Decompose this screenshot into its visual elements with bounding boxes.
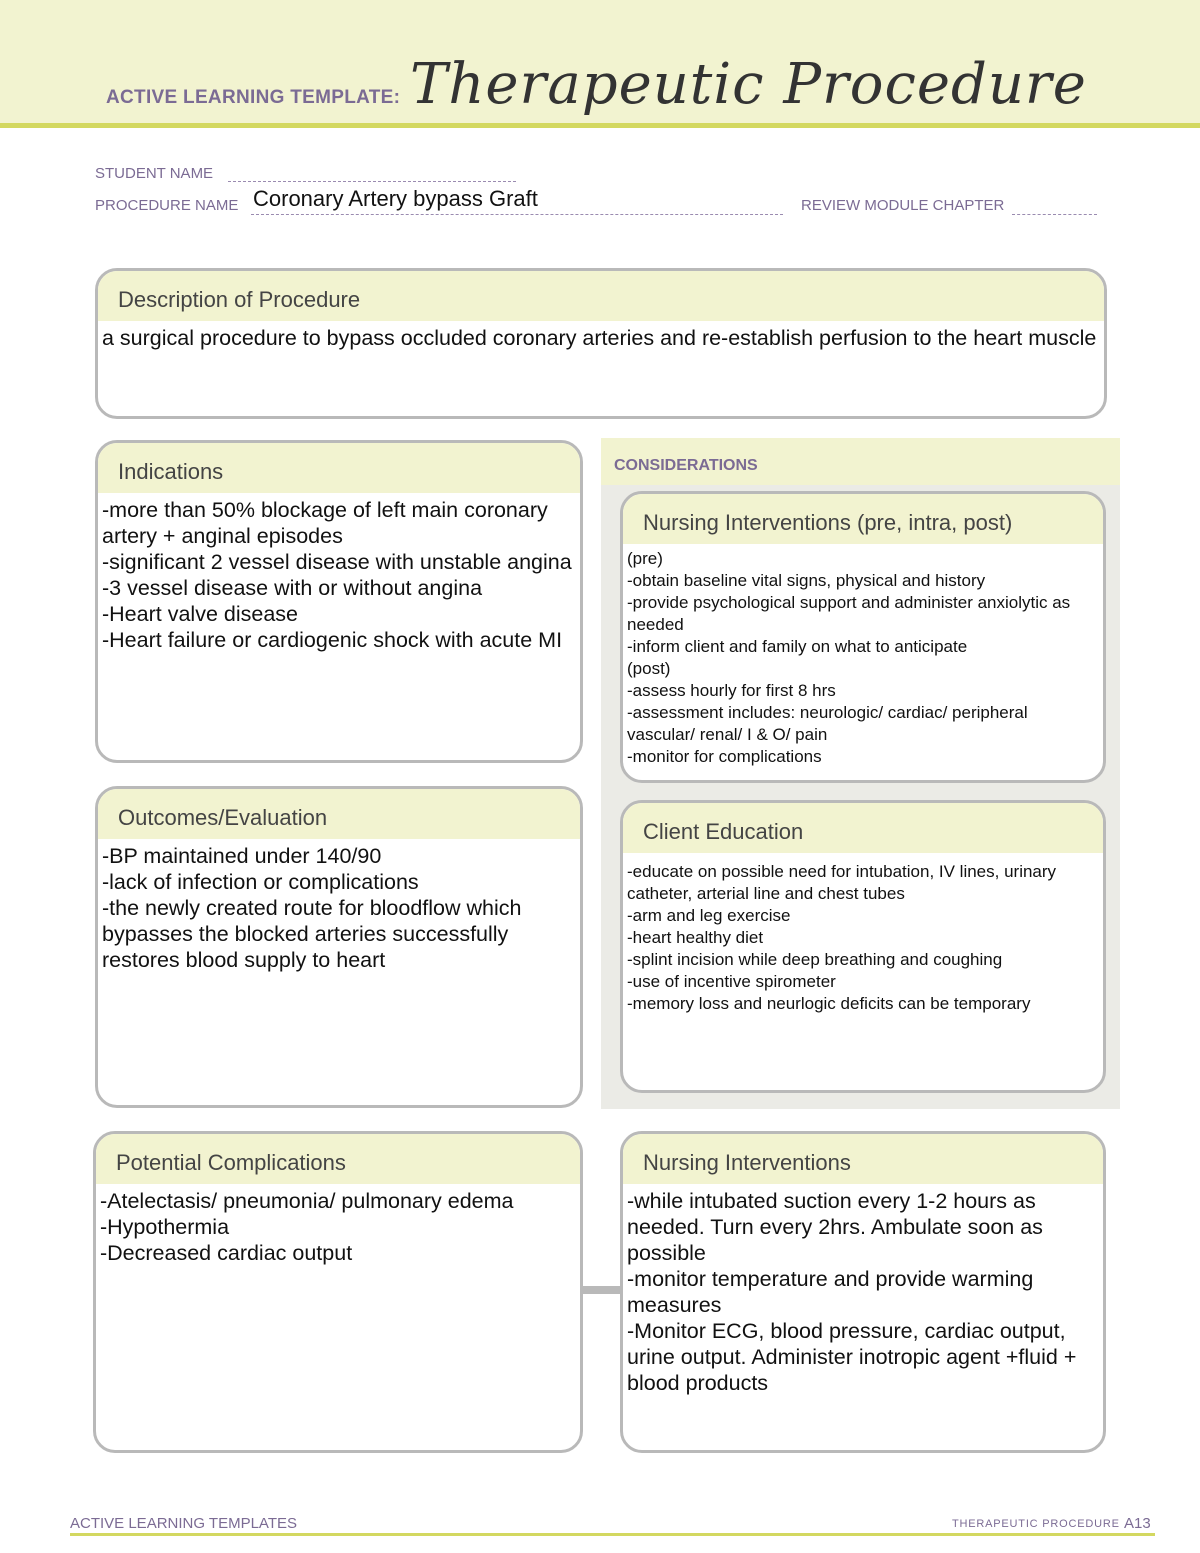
review-module-field[interactable] bbox=[1012, 214, 1097, 215]
nursing-interventions-pre-post-title: Nursing Interventions (pre, intra, post) bbox=[623, 494, 1103, 544]
client-education-body[interactable]: -educate on possible need for intubation, IV lines, urinary catheter, arterial line and chest tubes -arm and leg exercise -heart healthy diet -splint incision while deep breathing and coughing -use of incentive spirometer -memory loss and neurlogic deficits can be temporary bbox=[627, 862, 1057, 1013]
indications-body[interactable]: -more than 50% blockage of left main coronary artery + anginal episodes -significant 2 vessel disease with unstable angina -3 vessel disease with or without angina -Heart valve disease -Heart failure or cardiogenic shock with acute MI bbox=[102, 498, 572, 652]
complications-box bbox=[93, 1131, 583, 1453]
indications-title: Indications bbox=[98, 443, 580, 493]
student-name-field[interactable] bbox=[228, 181, 516, 182]
review-module-label: REVIEW MODULE CHAPTER bbox=[801, 197, 1005, 214]
complications-body[interactable]: -Atelectasis/ pneumonia/ pulmonary edema -Hypothermia -Decreased cardiac output bbox=[100, 1189, 514, 1265]
nursing-interventions-pre-post-body[interactable]: (pre) -obtain baseline vital signs, physical and history -provide psychological support and administer anxiolytic as needed -inform client and family on what to anticipate (post) -assess hourly for first 8 hrs -assessment includes: neurologic/ cardiac/ peripheral vascular/ renal/ I & O/ pain -monitor for complications bbox=[627, 549, 1071, 766]
complications-title: Potential Complications bbox=[96, 1134, 580, 1184]
outcomes-body[interactable]: -BP maintained under 140/90 -lack of infection or complications -the newly created route for bloodflow which bypasses the blocked arteries successfully restores blood supply to heart bbox=[102, 844, 522, 972]
header-divider bbox=[0, 123, 1200, 128]
nursing-interventions-title: Nursing Interventions bbox=[623, 1134, 1103, 1184]
client-education-box bbox=[620, 800, 1106, 1093]
client-education-title: Client Education bbox=[623, 803, 1103, 853]
footer-divider bbox=[70, 1533, 1155, 1536]
footer-left: ACTIVE LEARNING TEMPLATES bbox=[70, 1515, 297, 1532]
student-name-label: STUDENT NAME bbox=[95, 165, 214, 182]
indications-box bbox=[95, 440, 583, 763]
outcomes-title: Outcomes/Evaluation bbox=[98, 789, 580, 839]
procedure-name-value: Coronary Artery bypass Graft bbox=[253, 186, 538, 211]
considerations-title: CONSIDERATIONS bbox=[601, 438, 1120, 485]
outcomes-box bbox=[95, 786, 583, 1108]
footer-right: THERAPEUTIC PROCEDURE bbox=[952, 1518, 1120, 1530]
connector-line bbox=[583, 1286, 621, 1294]
procedure-name-field[interactable] bbox=[251, 214, 783, 215]
procedure-name-label: PROCEDURE NAME bbox=[95, 197, 239, 214]
description-body[interactable]: a surgical procedure to bypass occluded coronary arteries and re-establish perfusion to the heart muscle bbox=[102, 326, 1097, 350]
page-title: Therapeutic Procedure bbox=[410, 52, 1087, 117]
template-kicker: ACTIVE LEARNING TEMPLATE: bbox=[106, 87, 401, 108]
nursing-interventions-pre-post-box bbox=[620, 491, 1106, 783]
nursing-interventions-body[interactable]: -while intubated suction every 1-2 hours as needed. Turn every 2hrs. Ambulate soon as possible -monitor temperature and provide warming measures -Monitor ECG, blood pressure, cardiac output, urine output. Administer inotropic agent +fluid + blood products bbox=[627, 1189, 1077, 1395]
page-number: A13 bbox=[1124, 1515, 1151, 1532]
description-title: Description of Procedure bbox=[98, 271, 1104, 321]
description-box bbox=[95, 268, 1107, 419]
nursing-interventions-box bbox=[620, 1131, 1106, 1453]
